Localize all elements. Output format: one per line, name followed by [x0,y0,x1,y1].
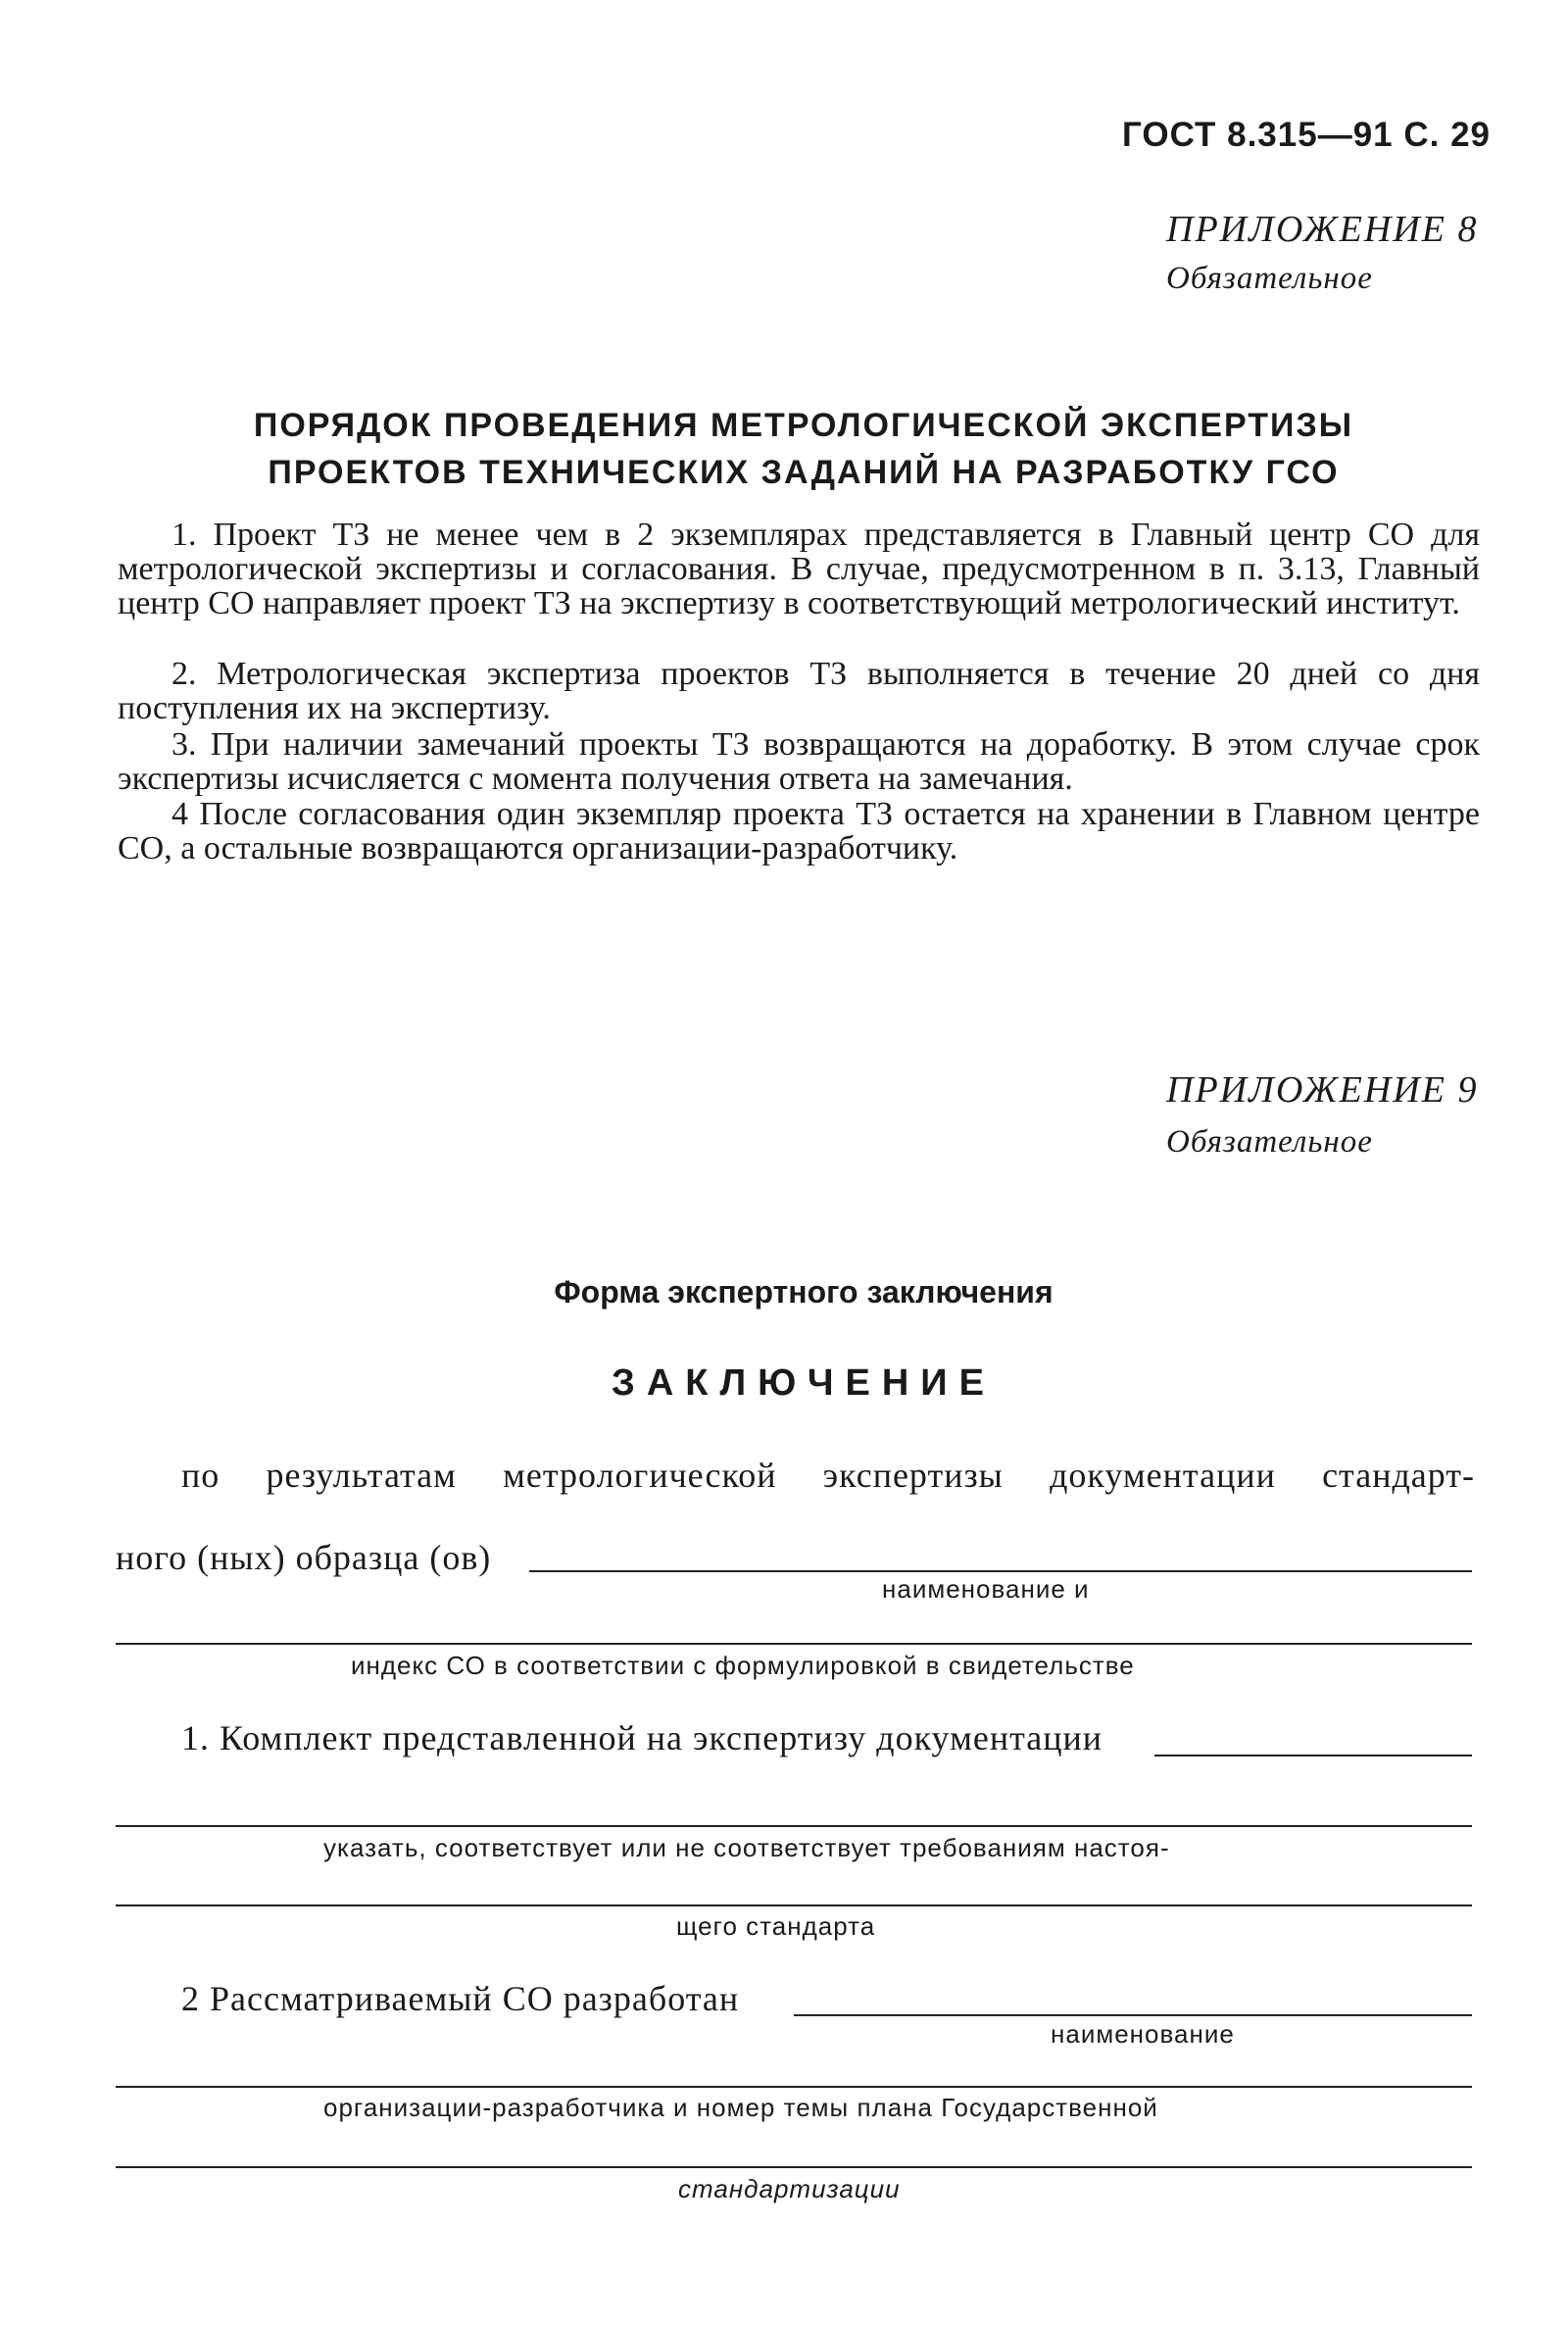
field-line-item1-c[interactable] [116,1905,1472,1906]
field-line-item2-b[interactable] [116,2086,1472,2088]
appendix-8-paragraph-2: 2. Метрологическая экспертиза проектов ТЗ выполняется в течение 20 дней со дня поступления их на экспертизу. [118,656,1480,726]
field-line-so-index[interactable] [116,1643,1472,1645]
page-header-gost: ГОСТ 8.315—91 С. 29 [1122,116,1492,154]
caption-name: наименование и [882,1574,1090,1604]
appendix-8-title-line1: ПОРЯДОК ПРОВЕДЕНИЯ МЕТРОЛОГИЧЕСКОЙ ЭКСПЕРТИЗЫ [253,407,1354,444]
caption-item2-c: стандартизации [678,2174,901,2203]
field-line-so-name[interactable] [529,1570,1472,1572]
field-line-item1-b[interactable] [116,1825,1472,1827]
caption-item1-b: щего стандарта [676,1911,876,1941]
item-1-text: 1. Комплект представленной на экспертизу документации [181,1718,1103,1757]
appendix-8-title-line2: ПРОЕКТОВ ТЕХНИЧЕСКИХ ЗАДАНИЙ НА РАЗРАБОТКУ ГСО [268,454,1340,491]
caption-index: индекс СО в соответствии с формулировкой в свидетельстве [351,1651,1135,1680]
caption-item1-a: указать, соответствует или не соответствует требованиям настоя- [323,1833,1170,1862]
caption-item2-b: организации-разработчика и номер темы плана Государственной [323,2093,1158,2122]
appendix-8-status: Обязательное [1166,261,1373,296]
caption-item2-a: наименование [1051,2019,1235,2049]
appendix-8-label: ПРИЛОЖЕНИЕ 8 [1166,209,1479,250]
appendix-8-paragraph-1: 1. Проект ТЗ не менее чем в 2 экземплярах представляется в Главный центр СО для метрологической экспертизы и согласования. В случае, предусмотренном в п. 3.13, Главный центр СО направляет проект ТЗ на экспертизу в соответствующий метрологический институт. [118,517,1480,621]
item-2-text: 2 Рассматриваемый СО разработан [181,1979,740,2018]
appendix-8-title [118,402,1490,496]
appendix-8-paragraph-3: 3. При наличии замечаний проекты ТЗ возвращаются на доработку. В этом случае срок экспертизы исчисляется с момента получения ответа на замечания. [118,726,1480,797]
appendix-9-status: Обязательное [1166,1124,1373,1160]
conclusion-intro-line1: по результатам метрологической экспертизы документации стандарт- [181,1456,1475,1495]
form-title: Форма экспертного заключения [554,1274,1054,1310]
field-line-item1-a[interactable] [1154,1755,1472,1756]
appendix-9-label: ПРИЛОЖЕНИЕ 9 [1166,1069,1479,1111]
conclusion-heading: ЗАКЛЮЧЕНИЕ [612,1362,996,1404]
field-line-item2-c[interactable] [116,2166,1472,2168]
field-line-item2-a[interactable] [794,2014,1472,2016]
appendix-8-paragraph-4: 4 После согласования один экземпляр проекта ТЗ остается на хранении в Главном центре СО, а остальные возвращаются организации-разработчику. [118,796,1480,866]
conclusion-intro-line2: ного (ных) образца (ов) [116,1538,492,1577]
